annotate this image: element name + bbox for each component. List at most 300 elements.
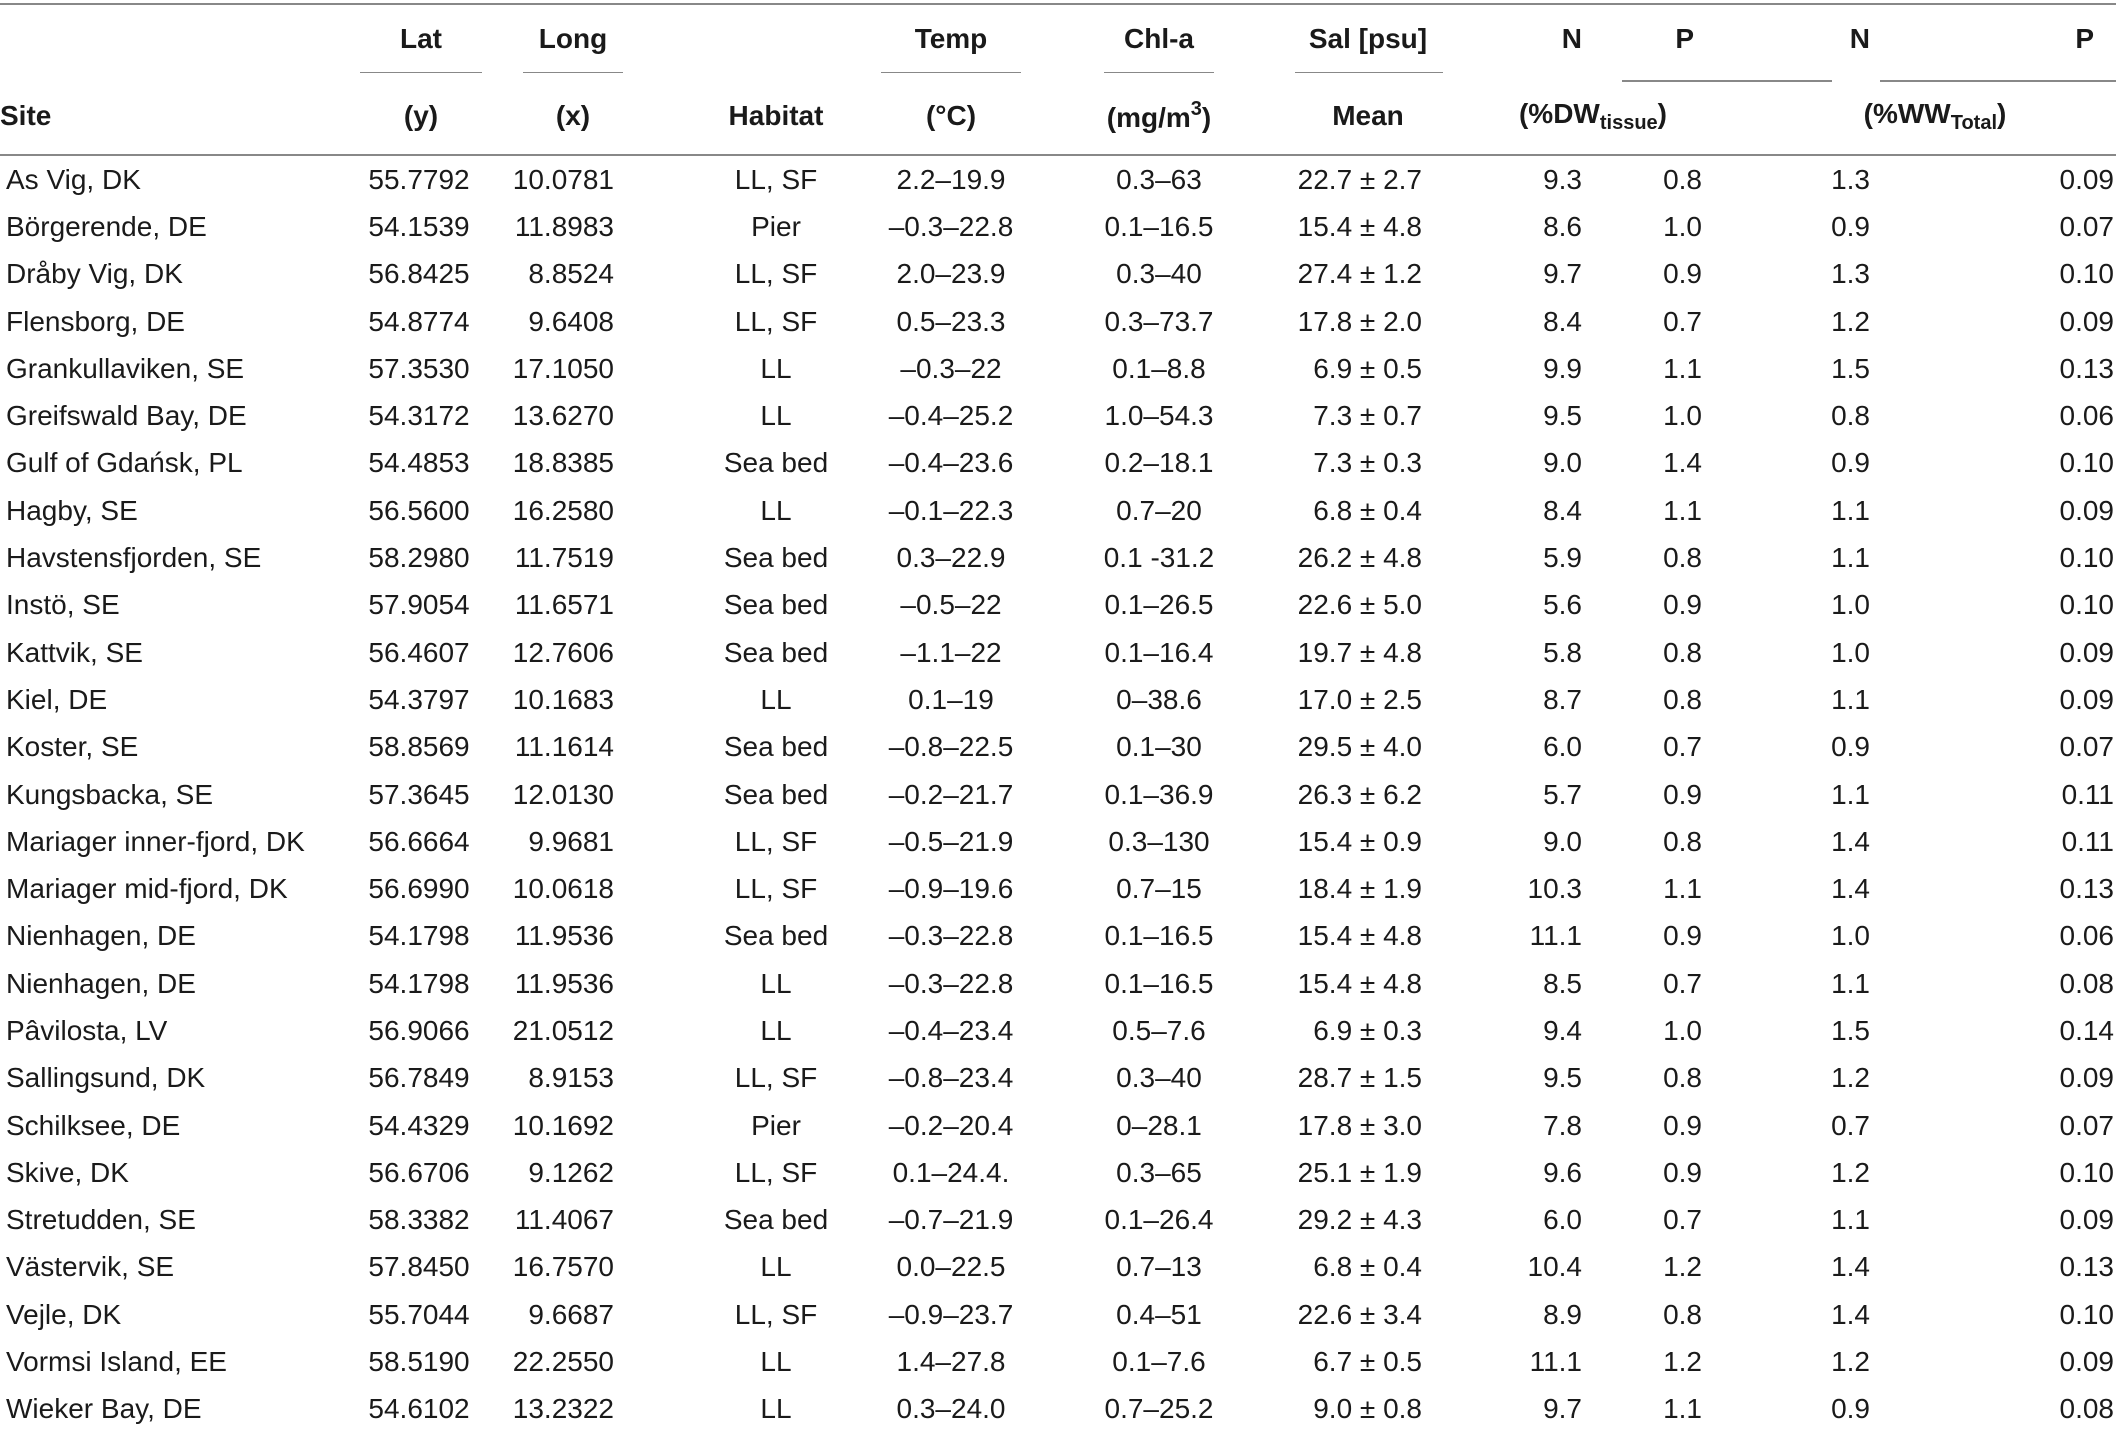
cell-temp: –0.3–22.8 <box>888 210 1014 242</box>
cell-sal: 15.4 ± 4.8 <box>1297 210 1422 242</box>
table-row <box>0 913 2116 960</box>
cell-long: 11.8983 <box>514 210 614 242</box>
cell-long: 21.0512 <box>512 1014 614 1046</box>
cell-n-ww: 1.1 <box>1831 542 1870 574</box>
cell-p-ww: 0.07 <box>2059 210 2114 242</box>
cell-n-ww: 1.1 <box>1831 494 1870 526</box>
cell-chla: 0.7–20 <box>1116 494 1202 526</box>
site-header: Site <box>0 100 52 131</box>
table-body <box>0 155 2116 1433</box>
habitat-header: Habitat <box>728 100 824 131</box>
cell-lat: 57.3530 <box>368 352 470 384</box>
cell-n-dw: 7.8 <box>1543 1109 1582 1141</box>
cell-n-dw: 8.7 <box>1543 683 1582 715</box>
cell-p-ww: 0.07 <box>2059 1109 2114 1141</box>
cell-long: 11.7519 <box>514 542 614 574</box>
cell-site: Mariager mid-fjord, DK <box>6 873 288 905</box>
table-row <box>0 771 2116 818</box>
cell-site: Nienhagen, DE <box>6 967 196 999</box>
cell-n-ww: 0.9 <box>1831 447 1870 479</box>
cell-site: Mariager inner-fjord, DK <box>6 825 305 857</box>
cell-habitat: LL, SF <box>734 873 818 905</box>
cell-chla: 0–38.6 <box>1116 683 1202 715</box>
cell-site: Instö, SE <box>6 589 120 621</box>
cell-habitat: LL <box>760 400 792 432</box>
cell-p-ww: 0.07 <box>2059 731 2114 763</box>
cell-site: Schilksee, DE <box>6 1109 181 1141</box>
sal-header: Sal [psu] <box>1308 23 1428 54</box>
cell-n-ww: 1.5 <box>1831 1014 1870 1046</box>
cell-habitat: LL <box>760 494 792 526</box>
cell-n-dw: 10.4 <box>1527 1251 1582 1283</box>
cell-lat: 54.4329 <box>368 1109 470 1141</box>
cell-long: 10.0618 <box>512 873 614 905</box>
cell-n-ww: 0.8 <box>1831 400 1870 432</box>
cell-long: 9.6408 <box>528 305 614 337</box>
cell-p-dw: 1.2 <box>1663 1251 1702 1283</box>
cell-n-dw: 6.0 <box>1543 1204 1582 1236</box>
cell-habitat: LL <box>760 967 792 999</box>
cell-chla: 0.3–63 <box>1116 163 1202 195</box>
cell-habitat: LL <box>760 1014 792 1046</box>
cell-p-ww: 0.14 <box>2059 1014 2114 1046</box>
cell-n-dw: 9.7 <box>1543 258 1582 290</box>
cell-n-dw: 5.7 <box>1543 778 1582 810</box>
table-row <box>0 1244 2116 1291</box>
cell-p-ww: 0.09 <box>2059 683 2114 715</box>
cell-temp: 0.5–23.3 <box>896 305 1006 337</box>
table-row <box>0 440 2116 487</box>
cell-site: Västervik, SE <box>6 1251 175 1283</box>
cell-sal: 22.6 ± 3.4 <box>1297 1298 1422 1330</box>
cell-temp: –0.5–22 <box>900 589 1002 621</box>
cell-p-dw: 0.7 <box>1663 967 1702 999</box>
n-ww-header: N <box>1849 23 1870 54</box>
cell-habitat: Sea bed <box>723 778 829 810</box>
cell-p-ww: 0.13 <box>2059 352 2114 384</box>
table-row <box>0 534 2116 581</box>
cell-p-ww: 0.10 <box>2059 1156 2114 1188</box>
cell-n-ww: 1.2 <box>1831 1062 1870 1094</box>
cell-sal: 22.7 ± 2.7 <box>1297 163 1422 195</box>
cell-temp: 0.1–19 <box>908 683 994 715</box>
cell-n-ww: 1.4 <box>1831 1251 1870 1283</box>
cell-p-dw: 0.9 <box>1663 1156 1702 1188</box>
cell-site: Kungsbacka, SE <box>6 778 214 810</box>
cell-p-dw: 0.8 <box>1663 163 1702 195</box>
cell-habitat: Pier <box>751 1109 801 1141</box>
cell-chla: 0.7–13 <box>1116 1251 1202 1283</box>
table-row <box>0 203 2116 250</box>
header-row-top <box>0 0 2116 78</box>
cell-n-ww: 1.1 <box>1831 967 1870 999</box>
cell-p-ww: 0.11 <box>2061 825 2114 857</box>
chla-header: Chl-a <box>1124 23 1194 54</box>
cell-p-dw: 1.2 <box>1663 1346 1702 1378</box>
cell-temp: 0.1–24.4. <box>892 1156 1010 1188</box>
cell-site: Koster, SE <box>6 731 139 763</box>
cell-n-dw: 8.5 <box>1543 967 1582 999</box>
cell-chla: 0.7–25.2 <box>1104 1393 1214 1425</box>
cell-chla: 0.2–18.1 <box>1104 447 1214 479</box>
cell-p-ww: 0.11 <box>2061 778 2114 810</box>
cell-n-dw: 9.5 <box>1543 1062 1582 1094</box>
cell-p-dw: 0.7 <box>1663 305 1702 337</box>
cell-temp: 0.3–24.0 <box>896 1393 1006 1425</box>
cell-habitat: Pier <box>751 210 801 242</box>
table-row <box>0 345 2116 392</box>
cell-long: 9.6687 <box>528 1298 614 1330</box>
cell-long: 8.8524 <box>528 258 614 290</box>
cell-temp: 2.2–19.9 <box>896 163 1006 195</box>
cell-n-ww: 1.2 <box>1831 305 1870 337</box>
table-row <box>0 155 2116 203</box>
cell-sal: 15.4 ± 4.8 <box>1297 920 1422 952</box>
cell-chla: 0.3–130 <box>1108 825 1210 857</box>
cell-p-dw: 0.8 <box>1663 683 1702 715</box>
cell-p-ww: 0.10 <box>2059 447 2114 479</box>
cell-habitat: Sea bed <box>723 589 829 621</box>
cell-chla: 0.7–15 <box>1116 873 1202 905</box>
cell-temp: 0.0–22.5 <box>896 1251 1006 1283</box>
table-row <box>0 676 2116 723</box>
cell-long: 12.7606 <box>512 636 614 668</box>
cell-n-dw: 11.1 <box>1529 920 1582 952</box>
cell-chla: 0.1–8.8 <box>1112 352 1206 384</box>
cell-chla: 0.1–16.5 <box>1104 210 1214 242</box>
long-unit: (x) <box>555 100 591 131</box>
cell-site: Hagby, SE <box>6 494 138 526</box>
cell-sal: 27.4 ± 1.2 <box>1297 258 1422 290</box>
cell-chla: 0.1–30 <box>1116 731 1202 763</box>
cell-site: As Vig, DK <box>6 163 141 195</box>
cell-p-ww: 0.08 <box>2059 1393 2114 1425</box>
cell-n-ww: 0.9 <box>1831 731 1870 763</box>
cell-p-dw: 0.8 <box>1663 636 1702 668</box>
cell-n-dw: 5.8 <box>1543 636 1582 668</box>
cell-lat: 54.1539 <box>368 210 470 242</box>
cell-site: Börgerende, DE <box>6 210 207 242</box>
cell-temp: –0.3–22.8 <box>888 967 1014 999</box>
cell-lat: 56.7849 <box>368 1062 470 1094</box>
cell-lat: 56.4607 <box>368 636 470 668</box>
cell-habitat: LL, SF <box>734 1156 818 1188</box>
cell-lat: 54.1798 <box>368 920 470 952</box>
cell-p-dw: 0.7 <box>1663 731 1702 763</box>
cell-sal: 17.8 ± 2.0 <box>1297 305 1422 337</box>
cell-long: 8.9153 <box>528 1062 614 1094</box>
cell-long: 11.4067 <box>514 1204 614 1236</box>
cell-long: 11.6571 <box>514 589 614 621</box>
cell-temp: 1.4–27.8 <box>896 1346 1006 1378</box>
table-row <box>0 724 2116 771</box>
cell-n-ww: 1.3 <box>1831 163 1870 195</box>
table-row <box>0 1197 2116 1244</box>
cell-sal: 25.1 ± 1.9 <box>1297 1156 1422 1188</box>
cell-temp: –0.1–22.3 <box>888 494 1014 526</box>
cell-habitat: LL <box>760 683 792 715</box>
cell-chla: 1.0–54.3 <box>1104 400 1214 432</box>
cell-n-ww: 0.9 <box>1831 210 1870 242</box>
cell-long: 18.8385 <box>512 447 614 479</box>
cell-chla: 0.1–16.5 <box>1104 920 1214 952</box>
cell-p-dw: 1.0 <box>1663 210 1702 242</box>
cell-n-dw: 9.7 <box>1543 1393 1582 1425</box>
table-row <box>0 865 2116 912</box>
cell-site: Gulf of Gdańsk, PL <box>6 447 243 479</box>
cell-sal: 19.7 ± 4.8 <box>1297 636 1422 668</box>
cell-temp: –0.7–21.9 <box>888 1204 1014 1236</box>
cell-p-ww: 0.10 <box>2059 258 2114 290</box>
cell-chla: 0.4–51 <box>1116 1298 1202 1330</box>
cell-sal: 29.2 ± 4.3 <box>1297 1204 1422 1236</box>
cell-temp: –0.5–21.9 <box>888 825 1014 857</box>
cell-n-dw: 8.9 <box>1543 1298 1582 1330</box>
cell-sal: 29.5 ± 4.0 <box>1297 731 1422 763</box>
cell-lat: 56.6706 <box>368 1156 470 1188</box>
cell-n-dw: 8.4 <box>1543 305 1582 337</box>
cell-site: Sallingsund, DK <box>6 1062 206 1094</box>
cell-n-ww: 1.0 <box>1831 636 1870 668</box>
cell-site: Vormsi Island, EE <box>6 1346 227 1378</box>
cell-p-dw: 1.1 <box>1663 352 1702 384</box>
cell-p-ww: 0.06 <box>2059 400 2114 432</box>
cell-n-dw: 9.6 <box>1543 1156 1582 1188</box>
cell-lat: 55.7792 <box>368 163 470 195</box>
cell-chla: 0.5–7.6 <box>1112 1014 1206 1046</box>
cell-p-ww: 0.09 <box>2059 1346 2114 1378</box>
cell-site: Wieker Bay, DE <box>6 1393 202 1425</box>
cell-sal: 17.0 ± 2.5 <box>1297 683 1422 715</box>
cell-n-dw: 8.4 <box>1543 494 1582 526</box>
cell-temp: –0.4–23.6 <box>888 447 1014 479</box>
cell-n-ww: 0.9 <box>1831 1393 1870 1425</box>
cell-site: Kattvik, SE <box>6 636 143 668</box>
cell-n-dw: 9.4 <box>1543 1014 1582 1046</box>
cell-habitat: LL, SF <box>734 305 818 337</box>
table-row <box>0 1386 2116 1433</box>
cell-n-dw: 9.9 <box>1543 352 1582 384</box>
cell-n-dw: 6.0 <box>1543 731 1582 763</box>
cell-lat: 58.5190 <box>368 1346 470 1378</box>
cell-habitat: Sea bed <box>723 731 829 763</box>
cell-sal: 15.4 ± 0.9 <box>1297 825 1422 857</box>
cell-lat: 56.6990 <box>368 873 470 905</box>
cell-p-dw: 0.9 <box>1663 258 1702 290</box>
cell-n-dw: 11.1 <box>1529 1346 1582 1378</box>
cell-site: Dråby Vig, DK <box>6 258 183 290</box>
cell-p-dw: 1.1 <box>1663 873 1702 905</box>
cell-long: 16.2580 <box>512 494 614 526</box>
cell-p-ww: 0.10 <box>2059 1298 2114 1330</box>
cell-site: Kiel, DE <box>6 683 108 715</box>
cell-sal: 22.6 ± 5.0 <box>1297 589 1422 621</box>
cell-n-dw: 9.0 <box>1543 825 1582 857</box>
cell-p-ww: 0.09 <box>2059 305 2114 337</box>
cell-p-ww: 0.10 <box>2059 542 2114 574</box>
cell-habitat: LL <box>760 352 792 384</box>
cell-n-ww: 1.4 <box>1831 825 1870 857</box>
cell-sal: 6.8 ± 0.4 <box>1313 1251 1422 1283</box>
cell-long: 13.2322 <box>512 1393 614 1425</box>
cell-long: 11.1614 <box>514 731 614 763</box>
cell-sal: 28.7 ± 1.5 <box>1297 1062 1422 1094</box>
cell-lat: 57.9054 <box>368 589 470 621</box>
header-row-bottom <box>0 78 2116 155</box>
table-row <box>0 392 2116 439</box>
table-row <box>0 582 2116 629</box>
cell-n-ww: 1.3 <box>1831 258 1870 290</box>
ww-unit: $(\%WW_{Total})$ <box>1863 97 2007 134</box>
cell-lat: 56.8425 <box>368 258 470 290</box>
cell-lat: 55.7044 <box>368 1298 470 1330</box>
cell-temp: –0.4–25.2 <box>888 400 1014 432</box>
cell-temp: 2.0–23.9 <box>896 258 1006 290</box>
cell-habitat: LL, SF <box>734 1298 818 1330</box>
cell-n-dw: 9.3 <box>1543 163 1582 195</box>
cell-chla: 0.1 -31.2 <box>1103 542 1215 574</box>
cell-long: 11.9536 <box>514 920 614 952</box>
table-row <box>0 818 2116 865</box>
cell-p-dw: 0.9 <box>1663 920 1702 952</box>
cell-p-ww: 0.10 <box>2059 589 2114 621</box>
cell-sal: 9.0 ± 0.8 <box>1313 1393 1422 1425</box>
cell-lat: 56.6664 <box>368 825 470 857</box>
cell-long: 10.1692 <box>512 1109 614 1141</box>
table-row <box>0 1055 2116 1102</box>
cell-site: Pâvilosta, LV <box>6 1014 168 1046</box>
cell-chla: 0.1–36.9 <box>1104 778 1214 810</box>
cell-p-ww: 0.06 <box>2059 920 2114 952</box>
p-ww-header: P <box>2075 23 2094 54</box>
cell-temp: –0.3–22 <box>900 352 1002 384</box>
cell-habitat: Sea bed <box>723 542 829 574</box>
table-row <box>0 629 2116 676</box>
table-row <box>0 487 2116 534</box>
cell-long: 22.2550 <box>512 1346 614 1378</box>
dw-unit: $(\%DW_{tissue})$ <box>1518 97 1667 134</box>
cell-long: 11.9536 <box>514 967 614 999</box>
cell-long: 10.1683 <box>512 683 614 715</box>
cell-sal: 18.4 ± 1.9 <box>1297 873 1422 905</box>
cell-lat: 58.2980 <box>368 542 470 574</box>
cell-long: 16.7570 <box>512 1251 614 1283</box>
cell-habitat: LL <box>760 1346 792 1378</box>
cell-n-ww: 1.1 <box>1831 1204 1870 1236</box>
cell-sal: 6.7 ± 0.5 <box>1313 1346 1422 1378</box>
cell-p-dw: 0.8 <box>1663 1298 1702 1330</box>
cell-p-ww: 0.09 <box>2059 636 2114 668</box>
table-row <box>0 1102 2116 1149</box>
cell-site: Greifswald Bay, DE <box>6 400 247 432</box>
table-row <box>0 960 2116 1007</box>
chla-unit: $(mg/m^3)$ <box>1106 98 1212 133</box>
cell-p-ww: 0.09 <box>2059 163 2114 195</box>
cell-p-dw: 0.8 <box>1663 825 1702 857</box>
cell-site: Havstensfjorden, SE <box>6 542 262 574</box>
cell-chla: 0–28.1 <box>1116 1109 1202 1141</box>
cell-sal: 7.3 ± 0.7 <box>1313 400 1422 432</box>
cell-site: Nienhagen, DE <box>6 920 196 952</box>
cell-sal: 6.8 ± 0.4 <box>1313 494 1422 526</box>
cell-n-dw: 9.0 <box>1543 447 1582 479</box>
cell-chla: 0.1–16.5 <box>1104 967 1214 999</box>
cell-temp: –0.3–22.8 <box>888 920 1014 952</box>
cell-sal: 26.3 ± 6.2 <box>1297 778 1422 810</box>
cell-temp: 0.3–22.9 <box>896 542 1006 574</box>
table-row <box>0 251 2116 298</box>
cell-chla: 0.1–26.5 <box>1104 589 1214 621</box>
cell-p-ww: 0.09 <box>2059 1062 2114 1094</box>
table-row <box>0 1149 2116 1196</box>
cell-p-dw: 1.0 <box>1663 400 1702 432</box>
cell-sal: 7.3 ± 0.3 <box>1313 447 1422 479</box>
cell-chla: 0.3–65 <box>1116 1156 1202 1188</box>
lat-unit: (y) <box>403 100 439 131</box>
cell-habitat: LL, SF <box>734 825 818 857</box>
cell-p-ww: 0.09 <box>2059 1204 2114 1236</box>
cell-site: Stretudden, SE <box>6 1204 196 1236</box>
cell-habitat: LL <box>760 1393 792 1425</box>
cell-n-ww: 1.2 <box>1831 1346 1870 1378</box>
cell-sal: 26.2 ± 4.8 <box>1297 542 1422 574</box>
cell-chla: 0.1–16.4 <box>1104 636 1214 668</box>
cell-chla: 0.1–7.6 <box>1112 1346 1206 1378</box>
cell-n-dw: 8.6 <box>1543 210 1582 242</box>
cell-lat: 58.8569 <box>368 731 470 763</box>
cell-n-ww: 1.4 <box>1831 873 1870 905</box>
cell-sal: 6.9 ± 0.5 <box>1313 352 1422 384</box>
cell-p-dw: 1.4 <box>1663 447 1702 479</box>
cell-site: Vejle, DK <box>6 1298 122 1330</box>
cell-temp: –0.2–21.7 <box>888 778 1014 810</box>
cell-p-ww: 0.13 <box>2059 1251 2114 1283</box>
cell-temp: –0.8–22.5 <box>888 731 1014 763</box>
cell-temp: –0.9–23.7 <box>888 1298 1014 1330</box>
sal-unit: Mean <box>1332 100 1404 131</box>
cell-lat: 54.1798 <box>368 967 470 999</box>
cell-n-dw: 10.3 <box>1527 873 1582 905</box>
table-row <box>0 1291 2116 1338</box>
cell-habitat: LL, SF <box>734 1062 818 1094</box>
long-header: Long <box>538 23 608 54</box>
cell-lat: 54.3797 <box>368 683 470 715</box>
cell-n-ww: 1.5 <box>1831 352 1870 384</box>
cell-p-ww: 0.08 <box>2059 967 2114 999</box>
cell-temp: –0.2–20.4 <box>888 1109 1014 1141</box>
cell-temp: –1.1–22 <box>900 636 1002 668</box>
cell-lat: 58.3382 <box>368 1204 470 1236</box>
cell-p-dw: 1.1 <box>1663 1393 1702 1425</box>
cell-long: 13.6270 <box>512 400 614 432</box>
cell-chla: 0.3–40 <box>1116 1062 1202 1094</box>
cell-lat: 54.4853 <box>368 447 470 479</box>
cell-long: 12.0130 <box>512 778 614 810</box>
cell-habitat: Sea bed <box>723 636 829 668</box>
cell-site: Skive, DK <box>6 1156 129 1188</box>
cell-temp: –0.9–19.6 <box>888 873 1014 905</box>
cell-n-ww: 1.4 <box>1831 1298 1870 1330</box>
cell-p-dw: 1.0 <box>1663 1014 1702 1046</box>
cell-habitat: Sea bed <box>723 447 829 479</box>
cell-p-dw: 0.7 <box>1663 1204 1702 1236</box>
cell-p-dw: 0.9 <box>1663 589 1702 621</box>
cell-habitat: Sea bed <box>723 920 829 952</box>
cell-chla: 0.3–40 <box>1116 258 1202 290</box>
cell-p-ww: 0.13 <box>2059 873 2114 905</box>
cell-long: 17.1050 <box>512 352 614 384</box>
cell-n-dw: 5.9 <box>1543 542 1582 574</box>
